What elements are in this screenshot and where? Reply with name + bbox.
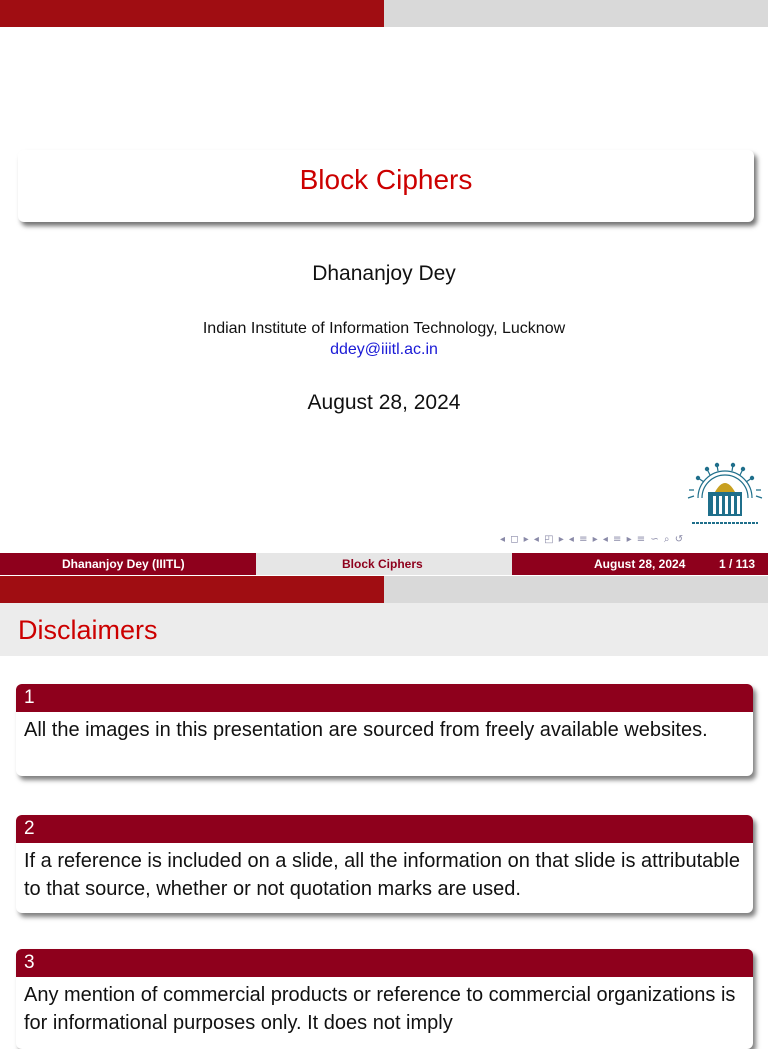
iiitl-logo [686,462,764,530]
slide-header-bar [0,0,768,27]
disclaimer-block [16,815,753,913]
footer-title-cell [256,553,512,575]
presentation-title: Block Ciphers [299,164,473,195]
footer-title: Block Ciphers [342,557,423,571]
block-header [16,684,753,712]
logo-dome [715,483,735,492]
institute-name: Indian Institute of Information Technology, Lucknow [202,320,566,337]
header-bar-left [0,576,384,603]
footer-date: August 28, 2024 [594,557,686,571]
disclaimers-slide [0,576,768,1034]
slide-footer [0,553,768,575]
block-body: Any mention of commercial products or reference to commercial organizations is for informational purposes only. It does not imply [24,984,736,1034]
block-number: 2 [24,818,35,839]
slide-header-bar [0,576,768,603]
disclaimer-block [16,684,753,776]
block-body: All the images in this presentation are sourced from freely available websites. [24,719,708,741]
disclaimer-block [16,949,753,1049]
title-box [18,150,754,222]
author-name: Dhananjoy Dey [312,262,456,285]
footer-page-number: 1 / 113 [719,557,756,571]
footer-author-cell [0,553,256,575]
beamer-navigation-symbols[interactable]: ◂ ◻ ▸ ◂ ◰ ▸ ◂ ≡ ▸ ◂ ≡ ▸ ≡ ∽ ⌕ ↺ [500,534,685,545]
frame-title-bar [0,603,768,656]
presentation-date: August 28, 2024 [307,391,461,414]
block-header [16,815,753,843]
header-bar-right [384,576,768,603]
header-bar-right [384,0,768,27]
author-email-link[interactable]: ddey@iiitl.ac.in [330,341,438,358]
block-number: 3 [24,952,35,973]
frame-title: Disclaimers [18,615,158,645]
block-number: 1 [24,687,35,708]
block-body: If a reference is included on a slide, all the information on that slide is attributable to that source, whether or not quotation marks are used. [24,850,740,900]
footer-date-cell [512,553,768,575]
header-bar-left [0,0,384,27]
block-header [16,949,753,977]
footer-author: Dhananjoy Dey (IIITL) [62,557,185,571]
